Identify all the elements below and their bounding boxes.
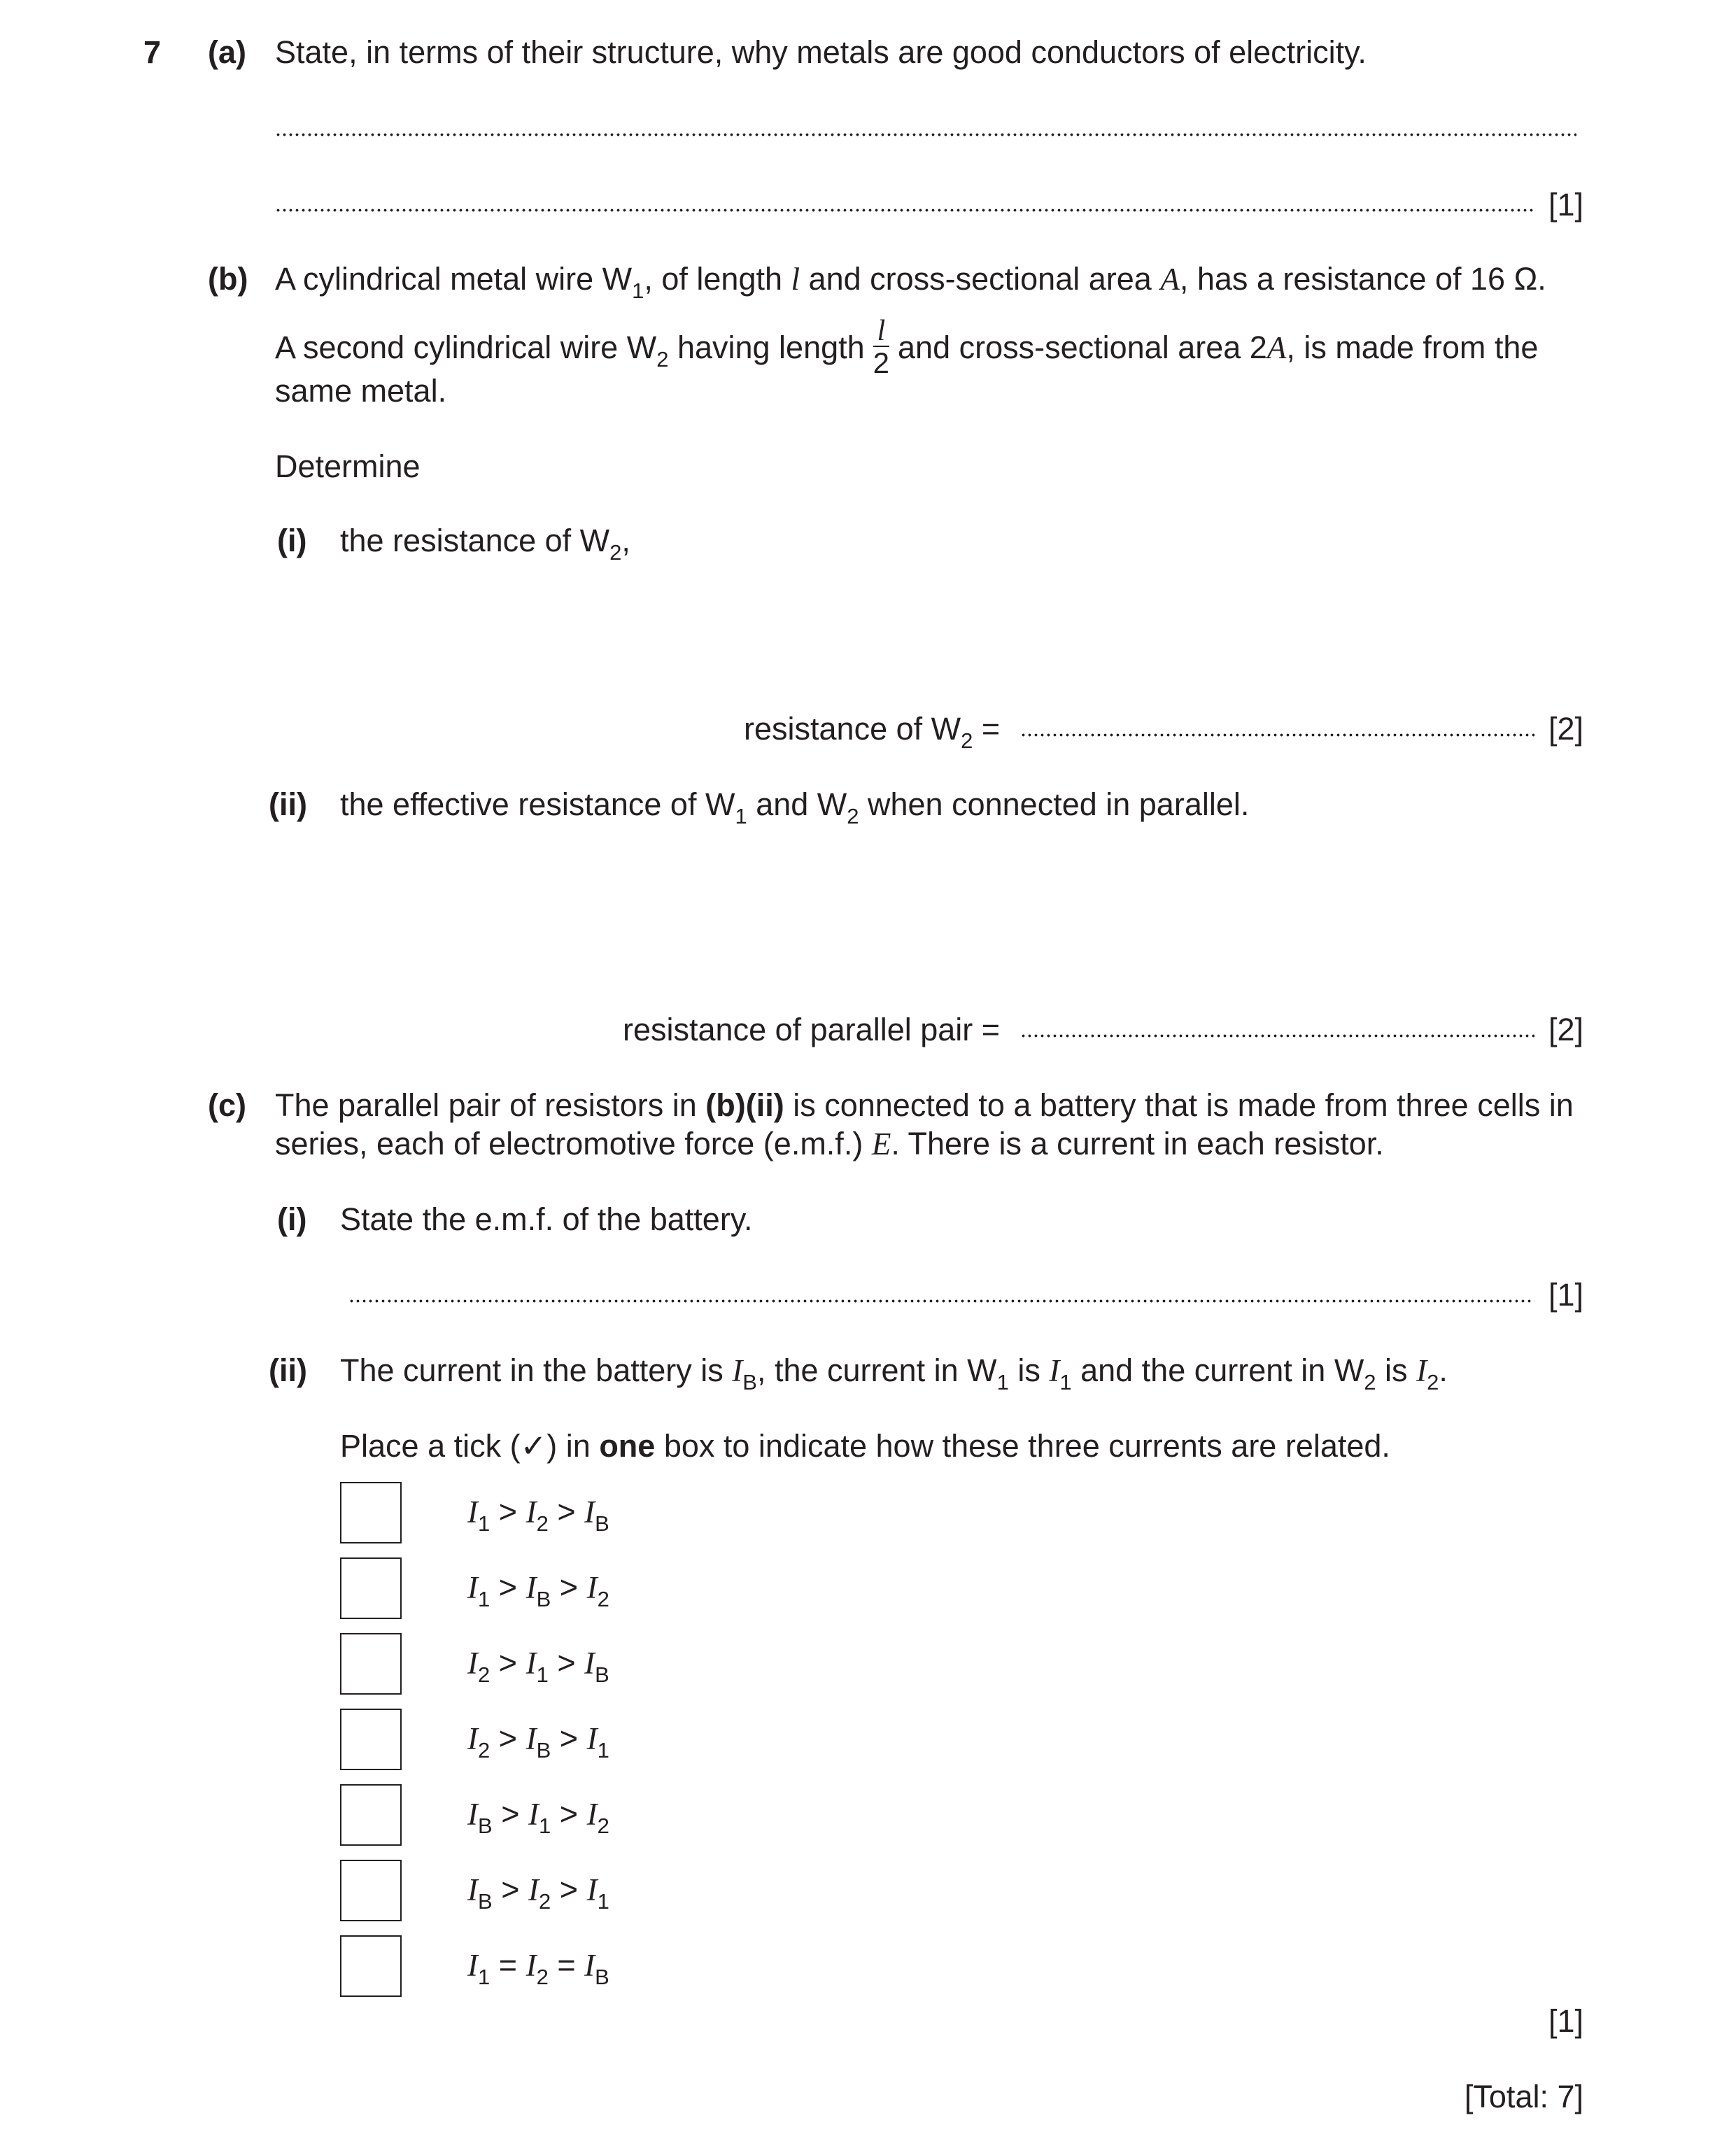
answer-line-a1[interactable]	[275, 133, 1576, 136]
part-b-ii-label: (ii)	[269, 786, 307, 822]
part-c-ii-mark: [1]	[1548, 2003, 1583, 2039]
tick-box-6[interactable]	[340, 1860, 402, 1921]
answer-line-b-i[interactable]	[1020, 733, 1534, 737]
part-b-i-label: (i)	[277, 523, 307, 558]
tick-box-7[interactable]	[340, 1935, 402, 1997]
part-c-ii-label: (ii)	[269, 1352, 307, 1388]
answer-line-c-i[interactable]	[348, 1299, 1534, 1303]
tick-box-2[interactable]	[340, 1557, 402, 1619]
tick-box-4[interactable]	[340, 1709, 402, 1770]
part-b-ii-mark: [2]	[1548, 1012, 1583, 1047]
option-4: $I_2 > I_B > I_1$	[467, 1721, 609, 1762]
answer-line-b-ii[interactable]	[1020, 1034, 1534, 1038]
part-a-label: (a)	[208, 34, 246, 70]
part-b-i-mark: [2]	[1548, 711, 1583, 747]
option-1: $I_1 > I_2 > I_B$	[467, 1494, 609, 1536]
total-marks: [Total: 7]	[1464, 2079, 1583, 2114]
part-b-i-answer-label: resistance of $W_2$ =	[744, 711, 1001, 753]
part-b-i-text: the resistance of $W_2$,	[340, 523, 630, 565]
part-c-i-text: State the e.m.f. of the battery.	[340, 1201, 753, 1237]
part-c-ii-text: The current in the battery is $I_B$, the current in $W_1$ is $I_1$ and the current in $W_2$ is $I_2$.	[340, 1352, 1448, 1394]
determine-label: Determine	[275, 448, 421, 484]
question-number: 7	[143, 34, 162, 70]
part-a-mark: [1]	[1548, 187, 1583, 222]
option-7: $I_1 = I_2 = I_B$	[467, 1947, 609, 1989]
answer-line-a2[interactable]	[275, 209, 1534, 212]
option-2: $I_1 > I_B > I_2$	[467, 1569, 609, 1611]
fraction-l-over-2: $\frac{l}{2}$	[873, 315, 890, 379]
part-c-line1: The parallel pair of resistors in (b)(ii) is connected to a battery that is made from three cells in	[275, 1087, 1574, 1123]
tick-instruction: Place a tick (✓) in one box to indicate how these three currents are related.	[340, 1428, 1390, 1464]
part-c-line2: series, each of electromotive force (e.m.f.) E. There is a current in each resistor.	[275, 1126, 1384, 1161]
tick-box-3[interactable]	[340, 1633, 402, 1695]
part-c-label: (c)	[208, 1087, 246, 1123]
tick-box-1[interactable]	[340, 1482, 402, 1543]
part-b-ii-text: the effective resistance of $W_1$ and $W_2$ when connected in parallel.	[340, 786, 1250, 828]
tick-box-5[interactable]	[340, 1784, 402, 1846]
part-c-i-mark: [1]	[1548, 1277, 1583, 1313]
option-5: $I_B > I_1 > I_2$	[467, 1796, 609, 1838]
part-a-text: State, in terms of their structure, why metals are good conductors of electricity.	[275, 34, 1367, 70]
part-c-i-label: (i)	[277, 1201, 307, 1237]
part-b-line3: same metal.	[275, 373, 447, 409]
option-6: $I_B > I_2 > I_1$	[467, 1872, 609, 1914]
option-3: $I_2 > I_1 > I_B$	[467, 1645, 609, 1687]
part-b-line2: A second cylindrical wire $W_2$ having length $\frac{l}{2}$ and cross-sectional area 2A, is made from the	[275, 315, 1539, 379]
part-b-line1: A cylindrical metal wire $W_1$, of length l and cross-sectional area A, has a resistance of 16 Ω.	[275, 261, 1546, 303]
part-b-ii-answer-label: resistance of parallel pair =	[623, 1012, 1001, 1047]
part-b-label: (b)	[208, 261, 248, 297]
